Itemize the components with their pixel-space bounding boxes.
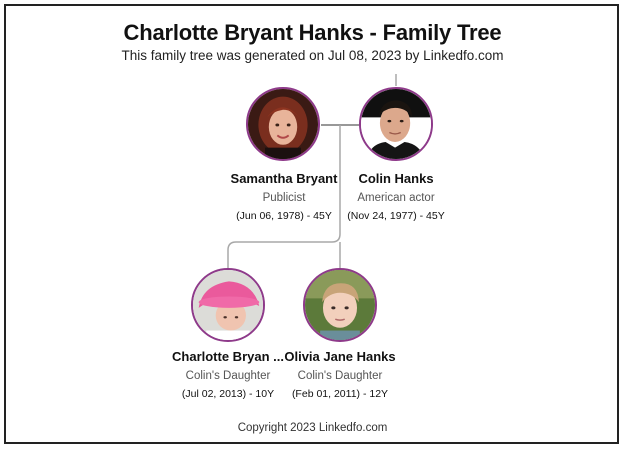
copyright-footer: Copyright 2023 Linkedfo.com <box>237 422 388 434</box>
person-dates: (Jul 02, 2013) - 10Y <box>181 388 275 400</box>
child-photo-icon <box>305 270 375 340</box>
person-olivia-jane-hanks <box>260 349 420 400</box>
person-role: Publicist <box>262 192 306 204</box>
person-name[interactable]: Charlotte Bryan ... <box>172 349 284 364</box>
avatar-charlotte-bryant-hanks[interactable] <box>191 268 265 342</box>
woman-photo-icon <box>248 89 318 159</box>
avatar-colin-hanks[interactable] <box>359 87 433 161</box>
person-role: American actor <box>357 192 435 204</box>
avatar-samantha-bryant[interactable] <box>246 87 320 161</box>
person-role: Colin's Daughter <box>297 370 383 382</box>
page-title: Charlotte Bryant Hanks - Family Tree <box>123 20 502 45</box>
person-dates: (Jun 06, 1978) - 45Y <box>236 210 332 222</box>
person-dates: (Feb 01, 2011) - 12Y <box>291 388 389 400</box>
person-name[interactable]: Olivia Jane Hanks <box>284 349 396 364</box>
avatar-olivia-jane-hanks[interactable] <box>303 268 377 342</box>
girl-pink-hat-photo-icon <box>193 270 263 340</box>
man-photo-icon <box>361 89 431 159</box>
person-role: Colin's Daughter <box>185 370 271 382</box>
person-name[interactable]: Colin Hanks <box>358 171 434 186</box>
person-colin-hanks <box>316 171 476 222</box>
person-name[interactable]: Samantha Bryant <box>230 171 338 186</box>
person-dates: (Nov 24, 1977) - 45Y <box>347 210 445 222</box>
page-subtitle: This family tree was generated on Jul 08, 2023 by Linkedfo.com <box>121 48 504 63</box>
